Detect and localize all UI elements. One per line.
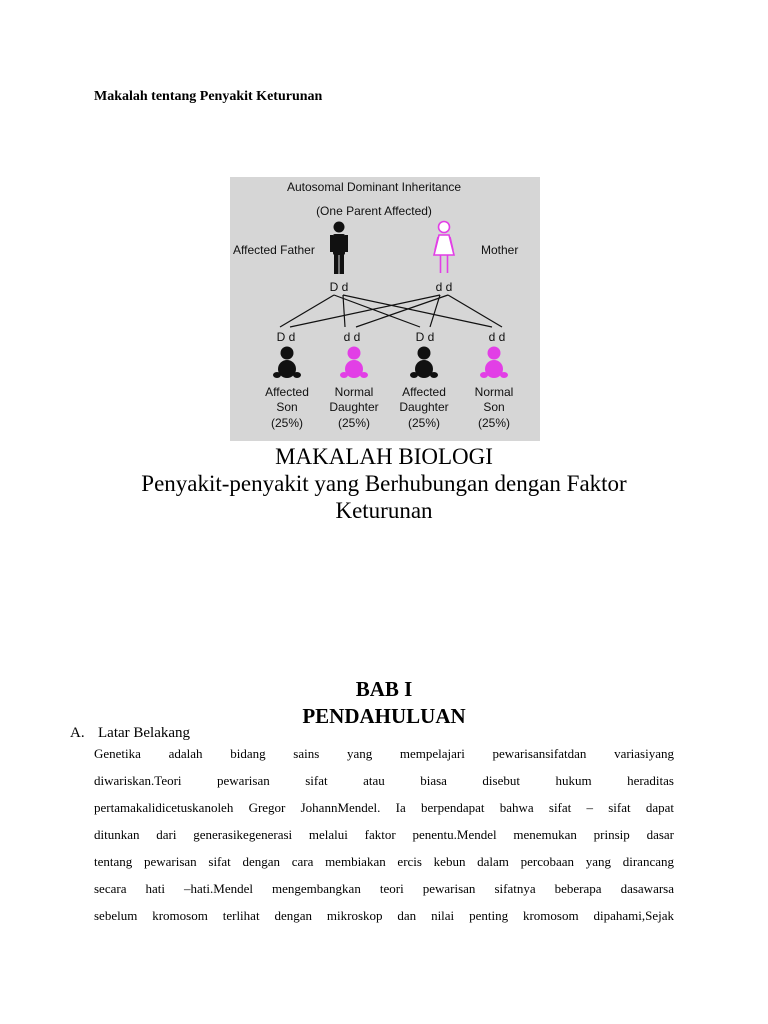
child-percent: (25%) — [407, 416, 441, 430]
inheritance-diagram — [230, 177, 540, 441]
father-label: Affected Father — [233, 243, 315, 257]
child-percent: (25%) — [270, 416, 304, 430]
title-sub-line2: Keturunan — [335, 498, 433, 523]
child-percent: (25%) — [477, 416, 511, 430]
diagram-title: Autosomal Dominant Inheritance — [286, 180, 462, 194]
paragraph-line: diwariskan.Teori pewarisan sifat atau biasa disebut hukum heraditas — [94, 773, 674, 788]
baby-icon — [340, 347, 368, 379]
paragraph-latar-belakang — [94, 740, 674, 929]
child-label-line1: Affected — [402, 385, 446, 399]
child-percent: (25%) — [337, 416, 371, 430]
child-genotype: D d — [415, 330, 435, 344]
child-genotype: d d — [343, 330, 361, 344]
child-affected-son — [265, 330, 309, 430]
child-label-line1: Affected — [265, 385, 309, 399]
mother-figure-icon — [434, 222, 454, 274]
mother-label: Mother — [481, 243, 519, 257]
father-genotype: D d — [329, 280, 349, 294]
paragraph-line: secara hati –hati.Mendel mengembangkan teori pewarisan sifatnya beberapa dasawarsa — [94, 881, 674, 896]
baby-icon — [480, 347, 508, 379]
child-label-line2: Son — [276, 400, 298, 414]
section-number: A. — [70, 725, 85, 741]
child-label-line1: Normal — [334, 385, 374, 399]
baby-icon — [410, 347, 438, 379]
father-figure-icon — [330, 222, 348, 275]
title-sub-line1: Penyakit-penyakit yang Berhubungan dengan Faktor — [141, 471, 627, 496]
child-normal-daughter — [329, 330, 378, 430]
child-label-line2: Daughter — [399, 400, 449, 414]
inheritance-diagram-svg — [230, 177, 540, 441]
title-main: MAKALAH BIOLOGI — [275, 444, 493, 469]
paragraph-line: tentang pewarisan sifat dengan cara membiakan ercis kebun dalam percobaan yang dirancang — [94, 854, 674, 869]
child-label-line1: Normal — [474, 385, 514, 399]
child-normal-son — [475, 330, 514, 430]
allele-connection-lines — [280, 295, 502, 327]
child-genotype: d d — [488, 330, 506, 344]
paragraph-line: pertamakalidicetuskanoleh Gregor JohannMendel. Ia berpendapat bahwa sifat – sifat dapat — [94, 800, 674, 815]
paragraph-line: Genetika adalah bidang sains yang mempelajari pewarisansifatdan variasiyang — [94, 746, 674, 761]
mother-genotype: d d — [435, 280, 453, 294]
paragraph-line: sebelum kromosom terlihat dengan mikroskop dan nilai penting kromosom dipahami,Sejak — [94, 908, 674, 923]
paragraph-line: ditunkan dari generasikegenerasi melalui faktor penentu.Mendel menemukan prinsip dasar — [94, 827, 674, 842]
chapter-number: BAB I — [355, 677, 413, 701]
child-label-line2: Son — [483, 400, 505, 414]
chapter-title: PENDAHULUAN — [302, 704, 466, 728]
diagram-subtitle: (One Parent Affected) — [316, 204, 432, 218]
child-label-line2: Daughter — [329, 400, 379, 414]
document-header: Makalah tentang Penyakit Keturunan — [94, 89, 323, 104]
title-block — [0, 443, 768, 524]
child-affected-daughter — [399, 330, 448, 430]
baby-icon — [273, 347, 301, 379]
child-genotype: D d — [276, 330, 296, 344]
chapter-heading — [0, 676, 768, 730]
section-title: Latar Belakang — [98, 725, 191, 741]
